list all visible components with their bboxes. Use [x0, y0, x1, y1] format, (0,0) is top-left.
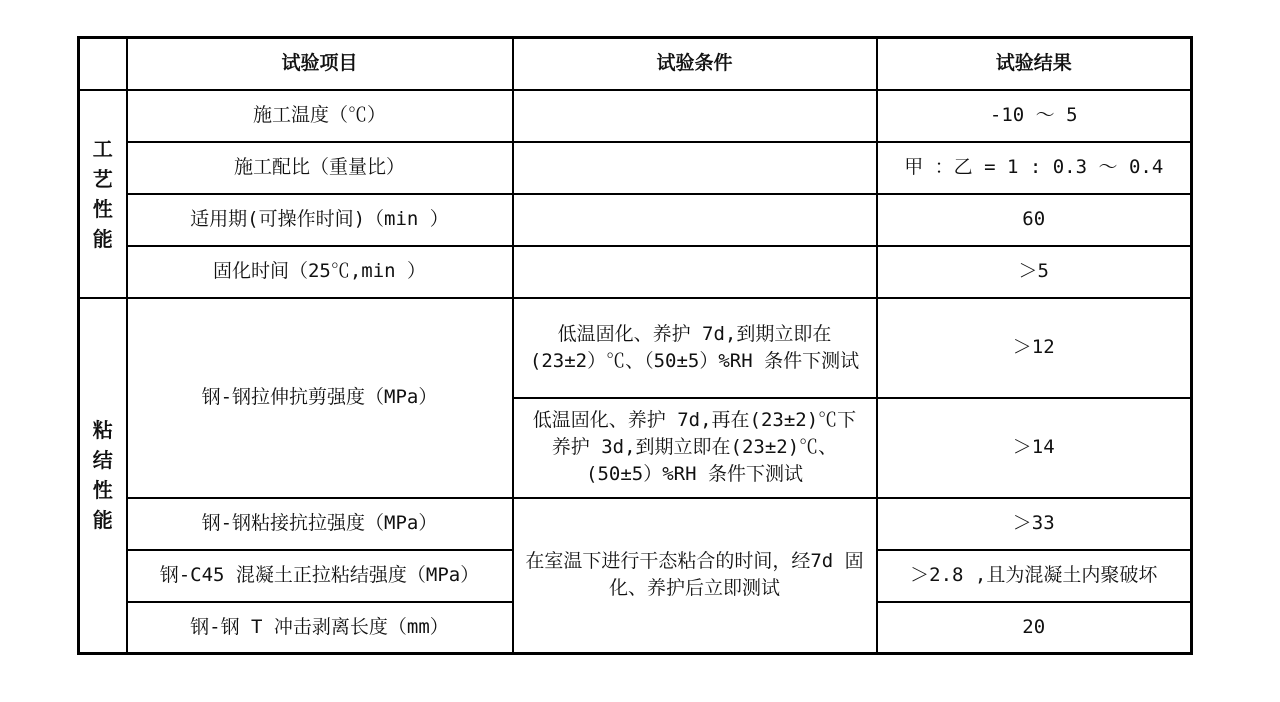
result-cell: -10 ～ 5 [877, 90, 1192, 142]
result-cell: 20 [877, 602, 1192, 654]
condition-cell: 在室温下进行干态粘合的时间，经7d 固化、养护后立即测试 [513, 498, 877, 654]
item-cell: 施工温度（℃） [127, 90, 513, 142]
condition-cell [513, 194, 877, 246]
table-row [79, 142, 1192, 194]
result-cell: ＞14 [877, 398, 1192, 498]
condition-cell: 低温固化、养护 7d,再在(23±2)℃下养护 3d,到期立即在(23±2)℃、(50±5）%RH 条件下测试 [513, 398, 877, 498]
item-cell: 施工配比（重量比） [127, 142, 513, 194]
condition-cell [513, 90, 877, 142]
result-cell: ＞12 [877, 298, 1192, 398]
result-cell: ＞33 [877, 498, 1192, 550]
group-text-process: 工艺性能 [92, 136, 113, 251]
result-cell: 甲 ：乙 = 1 : 0.3 ～ 0.4 [877, 142, 1192, 194]
item-cell: 钢-C45 混凝土正拉粘结强度（MPa） [127, 550, 513, 602]
group-text-bond: 粘结性能 [92, 418, 113, 533]
result-cell: ＞5 [877, 246, 1192, 298]
table-row [79, 298, 1192, 398]
header-condition: 试验条件 [513, 38, 877, 90]
condition-cell: 低温固化、养护 7d,到期立即在(23±2）℃、（50±5）%RH 条件下测试 [513, 298, 877, 398]
header-row [79, 38, 1192, 90]
table-row [79, 90, 1192, 142]
spec-table [77, 36, 1193, 655]
item-cell: 钢-钢粘接抗拉强度（MPa） [127, 498, 513, 550]
group-label-process [79, 90, 127, 298]
condition-cell [513, 246, 877, 298]
header-result: 试验结果 [877, 38, 1192, 90]
item-cell: 钢-钢拉伸抗剪强度（MPa） [127, 298, 513, 498]
condition-cell [513, 142, 877, 194]
header-corner [79, 38, 127, 90]
table-row [79, 498, 1192, 550]
item-cell: 适用期(可操作时间)（min ） [127, 194, 513, 246]
table-row [79, 246, 1192, 298]
result-cell: 60 [877, 194, 1192, 246]
item-cell: 钢-钢 T 冲击剥离长度（mm） [127, 602, 513, 654]
header-item: 试验项目 [127, 38, 513, 90]
group-label-bond [79, 298, 127, 654]
table-row [79, 194, 1192, 246]
item-cell: 固化时间（25℃,min ） [127, 246, 513, 298]
result-cell: ＞2.8 ,且为混凝土内聚破坏 [877, 550, 1192, 602]
